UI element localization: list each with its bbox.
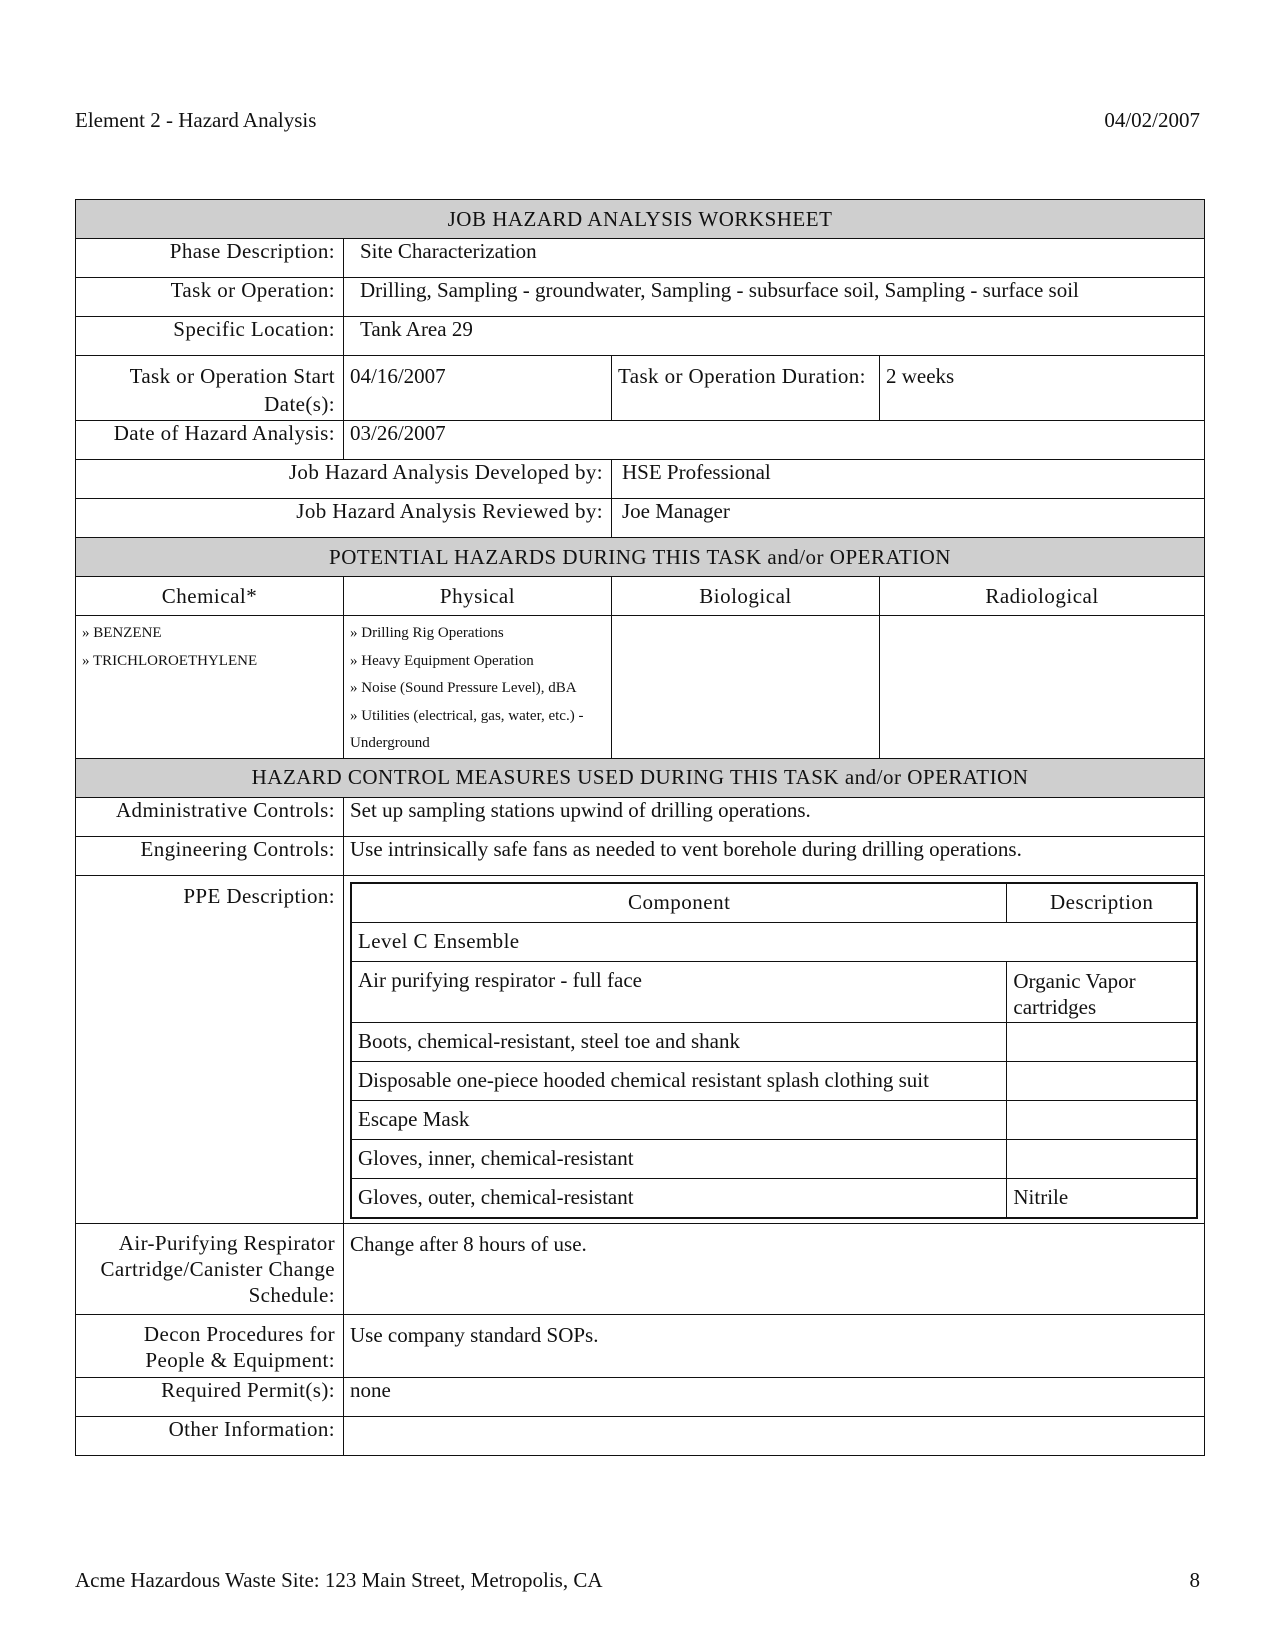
list-item: » Drilling Rig Operations <box>350 625 504 641</box>
list-item: » BENZENE <box>82 625 162 641</box>
chemical-hazards-cell <box>76 616 344 759</box>
permits-label: Required Permit(s): <box>76 1377 344 1416</box>
duration-value: 2 weeks <box>880 356 1205 421</box>
permits-value: none <box>344 1377 1205 1416</box>
ppe-component: Gloves, inner, chemical-resistant <box>351 1139 1007 1178</box>
column-header-radiological: Radiological <box>880 577 1205 616</box>
document-section-title: Element 2 - Hazard Analysis <box>75 108 317 132</box>
other-info-label: Other Information: <box>76 1416 344 1455</box>
reviewed-by-label: Job Hazard Analysis Reviewed by: <box>76 499 612 538</box>
ppe-header-description: Description <box>1007 883 1197 923</box>
list-item: » Noise (Sound Pressure Level), dBA <box>350 680 577 696</box>
phase-value: Site Characterization <box>344 239 1205 278</box>
list-item: » Heavy Equipment Operation <box>350 652 534 669</box>
ppe-component: Escape Mask <box>351 1100 1007 1139</box>
developed-by-label: Job Hazard Analysis Developed by: <box>76 460 612 499</box>
decon-value: Use company standard SOPs. <box>344 1314 1205 1377</box>
start-date-value: 04/16/2007 <box>344 356 612 421</box>
analysis-date-value: 03/26/2007 <box>344 421 1205 460</box>
column-header-physical: Physical <box>344 577 612 616</box>
page-number: 8 <box>1189 1568 1200 1592</box>
radiological-hazards-cell <box>880 616 1205 759</box>
ppe-group-level-c: Level C Ensemble <box>351 922 1197 961</box>
worksheet-title: JOB HAZARD ANALYSIS WORKSHEET <box>76 200 1205 239</box>
apr-schedule-label: Air-Purifying Respirator Cartridge/Canister Change Schedule: <box>76 1223 344 1314</box>
ppe-component: Air purifying respirator - full face <box>351 961 1007 1022</box>
apr-schedule-value: Change after 8 hours of use. <box>344 1223 1205 1314</box>
decon-label: Decon Procedures for People & Equipment: <box>76 1314 344 1377</box>
ppe-component: Gloves, outer, chemical-resistant <box>351 1178 1007 1218</box>
ppe-component: Disposable one-piece hooded chemical resistant splash clothing suit <box>351 1061 1007 1100</box>
engineering-controls-value: Use intrinsically safe fans as needed to vent borehole during drilling operations. <box>344 836 1205 875</box>
ppe-header-component: Component <box>351 883 1007 923</box>
ppe-table <box>350 882 1198 1219</box>
list-item: » TRICHLOROETHYLENE <box>82 652 258 669</box>
admin-controls-label: Administrative Controls: <box>76 797 344 836</box>
analysis-date-label: Date of Hazard Analysis: <box>76 421 344 460</box>
ppe-description <box>1007 1061 1197 1100</box>
biological-hazards-cell <box>612 616 880 759</box>
engineering-controls-label: Engineering Controls: <box>76 836 344 875</box>
task-value: Drilling, Sampling - groundwater, Sampling - subsurface soil, Sampling - surface soil <box>344 278 1205 317</box>
controls-section-title: HAZARD CONTROL MEASURES USED DURING THIS TASK and/or OPERATION <box>76 758 1205 797</box>
list-item: » Utilities (electrical, gas, water, etc.) - Underground <box>350 707 584 751</box>
job-hazard-analysis-worksheet <box>75 199 1205 1456</box>
ppe-description <box>1007 1022 1197 1061</box>
phase-label: Phase Description: <box>76 239 344 278</box>
hazards-section-title: POTENTIAL HAZARDS DURING THIS TASK and/or OPERATION <box>76 538 1205 577</box>
ppe-description: Nitrile <box>1007 1178 1197 1218</box>
location-value: Tank Area 29 <box>344 317 1205 356</box>
ppe-label: PPE Description: <box>76 875 344 1223</box>
document-date: 04/02/2007 <box>1104 108 1200 132</box>
column-header-chemical: Chemical* <box>76 577 344 616</box>
ppe-cell <box>344 875 1205 1223</box>
task-label: Task or Operation: <box>76 278 344 317</box>
ppe-description <box>1007 1139 1197 1178</box>
ppe-component: Boots, chemical-resistant, steel toe and shank <box>351 1022 1007 1061</box>
ppe-description <box>1007 1100 1197 1139</box>
column-header-biological: Biological <box>612 577 880 616</box>
admin-controls-value: Set up sampling stations upwind of drilling operations. <box>344 797 1205 836</box>
other-info-value <box>344 1416 1205 1455</box>
ppe-description: Organic Vapor cartridges <box>1007 961 1197 1022</box>
reviewed-by-value: Joe Manager <box>612 499 1205 538</box>
footer-site-address: Acme Hazardous Waste Site: 123 Main Street, Metropolis, CA <box>75 1568 603 1592</box>
duration-label: Task or Operation Duration: <box>612 356 880 421</box>
start-date-label: Task or Operation Start Date(s): <box>76 356 344 421</box>
location-label: Specific Location: <box>76 317 344 356</box>
developed-by-value: HSE Professional <box>612 460 1205 499</box>
physical-hazards-cell <box>344 616 612 759</box>
